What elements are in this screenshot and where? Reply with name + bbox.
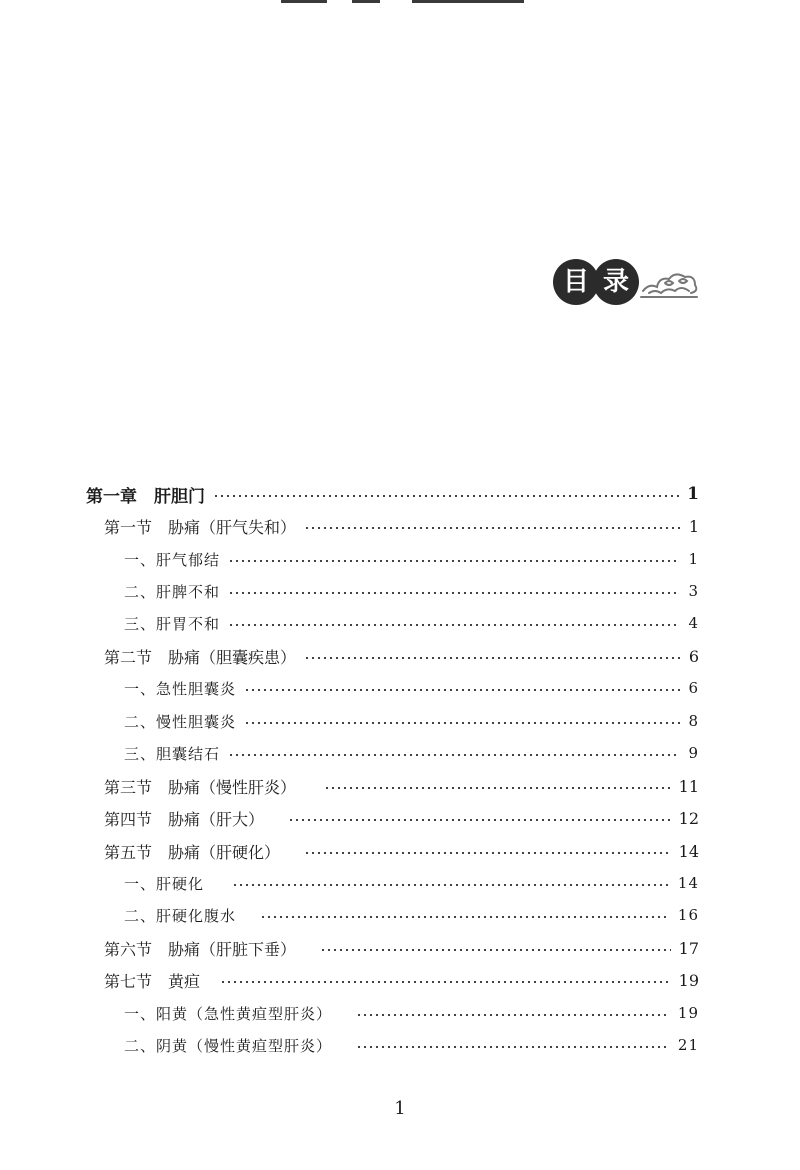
toc-leader-dots <box>356 1046 670 1048</box>
toc-entry-page: 9 <box>688 744 699 762</box>
toc-entry-page: 3 <box>688 582 699 600</box>
page-number: 1 <box>394 1098 406 1119</box>
toc-entry-title: 二、肝硬化腹水 <box>124 906 237 925</box>
toc-entry-title: 第五节 胁痛（肝硬化） <box>104 842 281 862</box>
toc-entry[interactable] <box>104 770 699 802</box>
toc-leader-dots <box>356 1014 670 1016</box>
toc-entry[interactable] <box>124 607 699 639</box>
toc-entry-page: 21 <box>677 1036 699 1054</box>
toc-entry-page: 1 <box>688 516 699 536</box>
toc-leader-dots <box>260 916 670 918</box>
toc-entry-page: 19 <box>677 1004 699 1022</box>
toc-entry[interactable] <box>104 964 699 996</box>
toc-leader-dots <box>213 495 679 497</box>
toc-entry-page: 1 <box>687 484 699 504</box>
toc-entry-page: 17 <box>678 938 699 958</box>
toc-entry-title: 三、肝胃不和 <box>124 614 221 633</box>
heading-char-2: 录 <box>593 259 639 305</box>
toc-leader-dots <box>228 592 680 594</box>
toc-entry-page: 1 <box>688 550 699 568</box>
toc-entry[interactable] <box>124 997 699 1029</box>
toc-leader-dots <box>288 819 671 821</box>
toc-entry[interactable] <box>104 932 699 964</box>
toc-entry-page: 19 <box>678 970 699 990</box>
toc-leader-dots <box>304 527 681 529</box>
toc-entry-title: 一、阳黄（急性黄疸型肝炎） <box>124 1004 333 1023</box>
toc-entry-title: 一、肝气郁结 <box>124 550 221 569</box>
toc-entry-page: 16 <box>677 906 699 924</box>
toc-entry-title: 第三节 胁痛（慢性肝炎） <box>104 777 297 797</box>
toc-entry[interactable] <box>124 672 699 704</box>
toc-leader-dots <box>304 657 681 659</box>
toc-leader-dots <box>320 949 671 951</box>
toc-entry-page: 11 <box>678 776 699 796</box>
toc-entry-page: 14 <box>678 841 699 861</box>
toc-entry[interactable] <box>104 835 699 867</box>
toc-entry-page: 4 <box>688 614 699 632</box>
toc-entry-title: 二、肝脾不和 <box>124 582 221 601</box>
toc-entry-page: 12 <box>678 808 699 828</box>
toc-entry-title: 二、慢性胆囊炎 <box>124 712 237 731</box>
toc-entry-title: 一、肝硬化 <box>124 874 205 893</box>
toc-leader-dots <box>228 560 680 562</box>
toc-leader-dots <box>232 884 670 886</box>
toc-entry-title: 第一节 胁痛（肝气失和） <box>104 517 297 537</box>
toc-entry-title: 二、阴黄（慢性黄疸型肝炎） <box>124 1036 333 1055</box>
toc-entry-title: 第六节 胁痛（肝脏下垂） <box>104 939 297 959</box>
toc-entry-title: 第一章 肝胆门 <box>86 486 205 507</box>
toc-entry-title: 第七节 黄疸 <box>104 971 201 991</box>
toc-entry[interactable] <box>124 705 699 737</box>
toc-entry-page: 6 <box>688 679 699 697</box>
toc-entry-title: 三、胆囊结石 <box>124 744 221 763</box>
toc-leader-dots <box>220 981 671 983</box>
toc-entry[interactable] <box>104 640 699 672</box>
toc-entry[interactable] <box>104 510 699 542</box>
toc-entry[interactable] <box>124 867 699 899</box>
toc-leader-dots <box>244 722 680 724</box>
toc-entry[interactable] <box>124 575 699 607</box>
top-rule-middle <box>352 0 380 3</box>
toc-leader-dots <box>304 852 671 854</box>
cloud-ornament-icon <box>639 265 701 301</box>
toc-entry[interactable] <box>124 543 699 575</box>
toc-leader-dots <box>324 787 671 789</box>
toc-entry[interactable] <box>124 737 699 769</box>
toc-entry-page: 8 <box>688 712 699 730</box>
toc-entry-page: 14 <box>677 874 699 892</box>
toc-heading <box>553 255 703 315</box>
toc-entry-title: 第四节 胁痛（肝大） <box>104 809 265 829</box>
toc-leader-dots <box>244 689 680 691</box>
toc-leader-dots <box>228 754 680 756</box>
toc-entry-title: 第二节 胁痛（胆囊疾患） <box>104 647 297 667</box>
toc-entry-page: 6 <box>688 646 699 666</box>
toc-entry[interactable] <box>104 802 699 834</box>
toc-entry[interactable] <box>86 478 699 510</box>
toc-entry[interactable] <box>124 1029 699 1061</box>
toc-entry[interactable] <box>124 899 699 931</box>
top-rule-left <box>281 0 327 3</box>
toc-leader-dots <box>228 624 680 626</box>
toc-entry-title: 一、急性胆囊炎 <box>124 679 237 698</box>
top-rule-right <box>412 0 524 3</box>
heading-char-1: 目 <box>553 259 599 305</box>
